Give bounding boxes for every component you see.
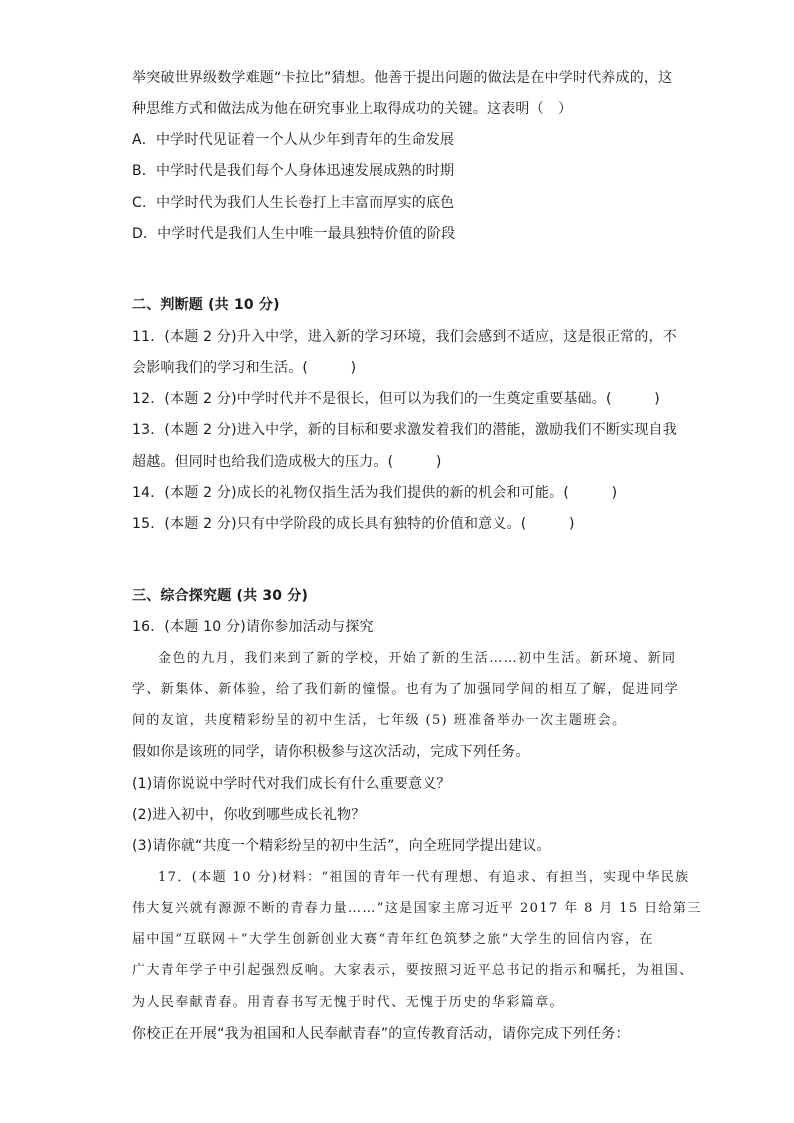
q16-task-1: (1)请你说说中学时代对我们成长有什么重要意义？ <box>132 776 451 792</box>
q17-intro: 你校正在开展“我为祖国和人民奉献青春”的宣传教育活动，请你完成下列任务： <box>132 1026 630 1042</box>
q11-line2: 会影响我们的学习和生活。( ) <box>132 360 357 376</box>
q17-line1: 17．(本题 10 分)材料：“祖国的青年一代有理想、有追求、有担当，实现中华民族 <box>158 870 690 885</box>
q10-option-a: A．中学时代见证着一个人从少年到青年的生命发展 <box>132 132 455 148</box>
q17-line5: 为人民奉献青春。用青春书写无愧于时代、无愧于历史的华彩篇章。 <box>132 995 565 1010</box>
q12: 12．(本题 2 分)中学时代并不是很长，但可以为我们的一生奠定重要基础。( ) <box>132 391 660 407</box>
q13-line1: 13．(本题 2 分)进入中学，新的目标和要求激发着我们的潜能，激励我们不断实现自我 <box>132 422 677 438</box>
q10-stem-line1: 举突破世界级数学难题“卡拉比”猜想。他善于提出问题的做法是在中学时代养成的，这 <box>132 70 673 86</box>
q10-stem-line2: 种思维方式和做法成为他在研究事业上取得成功的关键。这表明（ ） <box>132 101 573 117</box>
q16-material-line1: 金色的九月，我们来到了新的学校，开始了新的生活……初中生活。新环境、新同 <box>158 651 677 666</box>
q17-line2: 伟大复兴就有源源不断的青春力量……”这是国家主席习近平 2017 年 8 月 15 日给第三 <box>132 901 702 916</box>
q16-task-3: (3)请你就“共度一个精彩纷呈的初中生活”，向全班同学提出建议。 <box>132 838 551 854</box>
q10-option-d: D．中学时代是我们人生中唯一最具独特价值的阶段 <box>132 226 456 242</box>
q17-line3: 届中国“互联网＋”大学生创新创业大赛“青年红色筑梦之旅”大学生的回信内容，在 <box>132 932 654 947</box>
section3-heading: 三、综合探究题 (共 30 分) <box>132 588 309 604</box>
section2-heading: 二、判断题 (共 10 分) <box>132 297 280 313</box>
q11-line1: 11．(本题 2 分)升入中学，进入新的学习环境，我们会感到不适应，这是很正常的，不 <box>132 329 677 345</box>
q16-material-line3: 间的友谊，共度精彩纷呈的初中生活，七年级 (5) 班准备举办一次主题班会。 <box>132 713 627 728</box>
q17-line4: 广大青年学子中引起强烈反响。大家表示，要按照习近平总书记的指示和嘱托，为祖国、 <box>132 963 694 978</box>
q16-material-line2: 学、新集体、新体验，给了我们新的憧憬。也有为了加强同学间的相互了解，促进同学 <box>132 682 680 697</box>
q15: 15．(本题 2 分)只有中学阶段的成长具有独特的价值和意义。( ) <box>132 516 575 532</box>
q16-task-2: (2)进入初中，你收到哪些成长礼物？ <box>132 807 366 823</box>
q10-option-c: C．中学时代为我们人生长卷打上丰富而厚实的底色 <box>132 195 455 211</box>
q14: 14．(本题 2 分)成长的礼物仅指生活为我们提供的新的机会和可能。( ) <box>132 485 618 501</box>
q16-intro: 假如你是该班的同学，请你积极参与这次活动，完成下列任务。 <box>132 744 530 760</box>
q10-option-b: B．中学时代是我们每个人身体迅速发展成熟的时期 <box>132 163 455 179</box>
q13-line2: 超越。但同时也给我们造成极大的压力。( ) <box>132 454 442 470</box>
q16-title: 16．(本题 10 分)请你参加活动与探究 <box>132 619 374 635</box>
